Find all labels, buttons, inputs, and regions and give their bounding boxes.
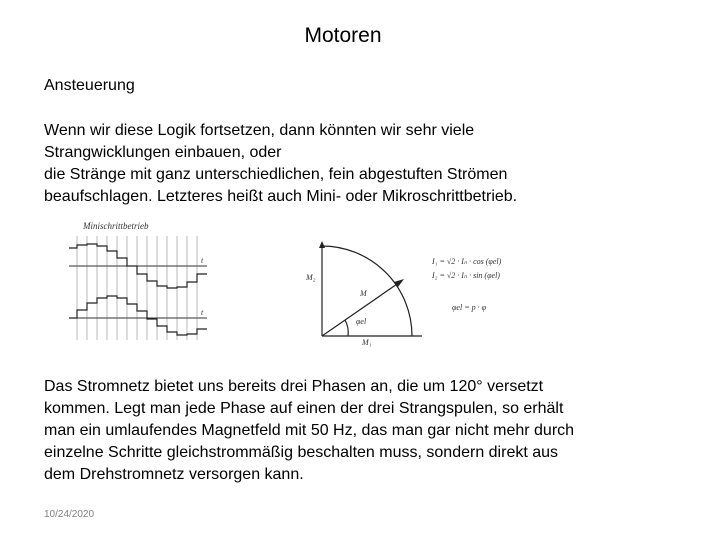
- figure-caption: Minischrittbetrieb: [83, 221, 149, 231]
- label-m: M: [360, 289, 367, 298]
- vector-diagram-figure: [300, 238, 530, 348]
- formula-i2: I₂ = √2 · Iₙ · sin (φel): [432, 271, 500, 280]
- microstep-waveform-figure: [65, 218, 215, 340]
- paragraph-line: Strangwicklungen einbauen, oder: [44, 144, 282, 161]
- label-m1: M₁: [362, 338, 372, 347]
- paragraph-line: Das Stromnetz bietet uns bereits drei Phasen an, die um 120° versetzt: [44, 378, 544, 395]
- slide-title: Motoren: [304, 24, 382, 47]
- paragraph-line: dem Drehstromnetz versorgen kann.: [44, 466, 304, 483]
- paragraph-line: man ein umlaufendes Magnetfeld mit 50 Hz, das man gar nicht mehr durch: [44, 422, 575, 439]
- angle-arc: [345, 320, 348, 336]
- paragraph-line: Wenn wir diese Logik fortsetzen, dann könnten wir sehr viele: [44, 122, 475, 139]
- paragraph-line: beaufschlagen. Letzteres heißt auch Mini- oder Mikroschrittbetrieb.: [44, 188, 518, 205]
- footer-date: 10/24/2020: [44, 509, 95, 520]
- paragraph-line: die Stränge mit ganz unterschiedlichen, fein abgestuften Strömen: [44, 166, 508, 183]
- paragraph-intro: [44, 120, 604, 208]
- axis-label-t: t: [201, 308, 204, 317]
- quarter-arc: [322, 246, 412, 336]
- section-heading: Ansteuerung: [44, 77, 135, 94]
- paragraph-three-phase: [44, 376, 664, 486]
- paragraph-line: einzelne Schritte gleichstrommäßig beschalten muss, sondern direkt aus: [44, 444, 559, 461]
- staircase-wave-2: [69, 296, 207, 335]
- axis-label-t: t: [201, 256, 204, 265]
- formula-i1: I₁ = √2 · Iₙ · cos (φel): [432, 257, 502, 266]
- paragraph-line: kommen. Legt man jede Phase auf einen der drei Strangspulen, so erhält: [44, 400, 564, 417]
- label-phi: φel: [356, 317, 367, 326]
- formula-phi: φel = p · φ: [452, 303, 487, 312]
- label-m2: M₂: [306, 273, 316, 282]
